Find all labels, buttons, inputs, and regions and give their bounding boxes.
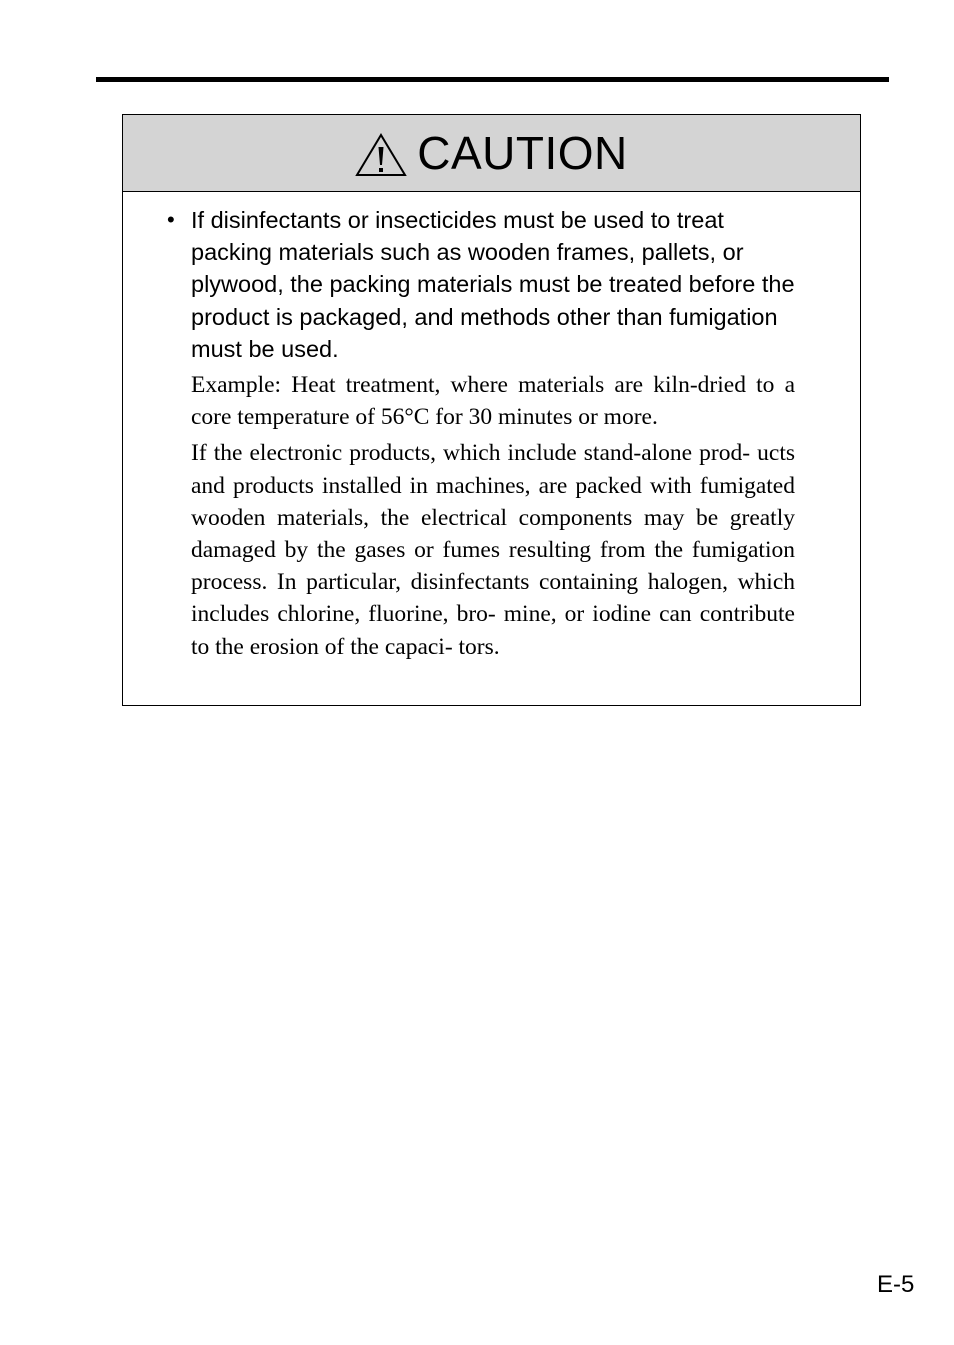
warning-triangle-icon: [355, 133, 407, 177]
caution-main-text: If disinfectants or insecticides must be used to treat packing materials such as wooden frames, pallets, or plywood, the packing materials must be treated before the product is packaged, and methods other than fumigation must be used.: [191, 207, 795, 362]
caution-title: CAUTION: [417, 127, 628, 179]
caution-box: [122, 114, 861, 706]
bullet-marker: •: [167, 207, 175, 232]
caution-example-text: Example: Heat treatment, where materials are kiln-dried to a core temperature of 56°C for 30 minutes or more.: [191, 372, 795, 431]
caution-header: [123, 115, 860, 192]
top-rule: [96, 77, 889, 82]
caution-detail-text: If the electronic products, which include stand-alone prod- ucts and products installed in machines, are packed with fumigated wooden materials, the electrical components may be greatly damaged by the gases or fumes resulting from the fumigation process. In particular, disinfectants containing halogen, which includes chlorine, fluorine, bro- mine, or iodine can contribute to the erosion of the capaci- tors.: [191, 440, 795, 660]
page-number: E-5: [877, 1271, 915, 1298]
caution-body: [123, 192, 860, 663]
